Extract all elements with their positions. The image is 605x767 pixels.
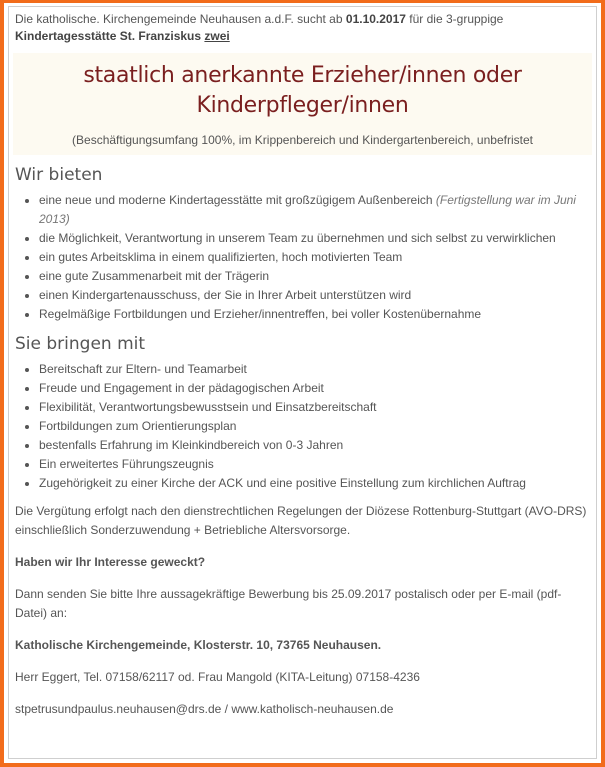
- offer-item: • eine gute Zusammenarbeit mit der Trägerin: [39, 267, 590, 286]
- contact-persons: Herr Eggert, Tel. 07158/62117 od. Frau Mangold (KITA-Leitung) 07158-4236: [15, 670, 420, 684]
- job-ad: [8, 6, 597, 759]
- require-list: [15, 360, 590, 493]
- job-title: [17, 61, 588, 121]
- require-item: • Bereitschaft zur Eltern- und Teamarbeit: [39, 360, 590, 379]
- intro-text: [15, 11, 590, 45]
- intro-suffix: für die 3-gruppige: [409, 12, 504, 26]
- kita-name: Kindertagesstätte St. Franziskus: [15, 29, 202, 43]
- postal-address: Katholische Kirchengemeinde, Klosterstr. 10, 73765 Neuhausen.: [15, 638, 382, 652]
- require-item: • bestenfalls Erfahrung im Kleinkindbereich von 0-3 Jahren: [39, 436, 590, 455]
- email-web: stpetrusundpaulus.neuhausen@drs.de / www.katholisch-neuhausen.de: [15, 702, 394, 716]
- start-date: 01.10.2017: [345, 12, 406, 26]
- interest-question: Haben wir Ihr Interesse geweckt?: [15, 555, 206, 569]
- require-item: • Fortbildungen zum Orientierungsplan: [39, 417, 590, 436]
- offer-item: • die Möglichkeit, Verantwortung in unserem Team zu übernehmen und sich selbst zu verwirklichen: [39, 229, 590, 248]
- intro-prefix: Die katholische. Kirchengemeinde Neuhausen a.d.F. sucht ab: [15, 12, 343, 26]
- pay-paragraph: Die Vergütung erfolgt nach den dienstrechtlichen Regelungen der Diözese Rottenburg-Stuttgart (AVO-DRS) einschließlich Sonderzuwendung + Betriebliche Altersvorsorge.: [15, 504, 587, 537]
- job-title-line-2: Kinderpfleger/innen: [196, 93, 409, 118]
- job-title-line-1: staatlich anerkannte Erzieher/innen oder: [83, 63, 522, 88]
- job-scope: (Beschäftigungsumfang 100%, im Krippenbereich und Kindergartenbereich, unbefristet: [72, 133, 533, 147]
- hero-banner: [13, 53, 592, 155]
- offer-item: • eine neue und moderne Kindertagesstätte mit großzügigem Außenbereich (Fertigstellung war im Juni 2013): [39, 191, 590, 229]
- require-item: • Freude und Engagement in der pädagogischen Arbeit: [39, 379, 590, 398]
- offer-item: • ein gutes Arbeitsklima in einem qualifizierten, hoch motivierten Team: [39, 248, 590, 267]
- position-count: zwei: [204, 29, 230, 43]
- offer-item: • Regelmäßige Fortbildungen und Erzieher/innentreffen, bei voller Kostenübernahme: [39, 305, 590, 324]
- require-item: • Zugehörigkeit zu einer Kirche der ACK und eine positive Einstellung zum kirchlichen Auftrag: [39, 474, 590, 493]
- offer-item: • einen Kindergartenausschuss, der Sie in Ihrer Arbeit unterstützen wird: [39, 286, 590, 305]
- application-paragraph: Dann senden Sie bitte Ihre aussagekräftige Bewerbung bis 25.09.2017 postalisch oder per E-mail (pdf-Datei) an:: [15, 587, 562, 620]
- require-item: • Ein erweitertes Führungszeugnis: [39, 455, 590, 474]
- offer-note: (Fertigstellung war im Juni 2013): [39, 193, 576, 226]
- require-item: • Flexibilität, Verantwortungsbewusstsein und Einsatzbereitschaft: [39, 398, 590, 417]
- offer-list: [15, 191, 590, 324]
- require-heading: Sie bringen mit: [15, 334, 146, 354]
- offer-heading: Wir bieten: [15, 165, 103, 185]
